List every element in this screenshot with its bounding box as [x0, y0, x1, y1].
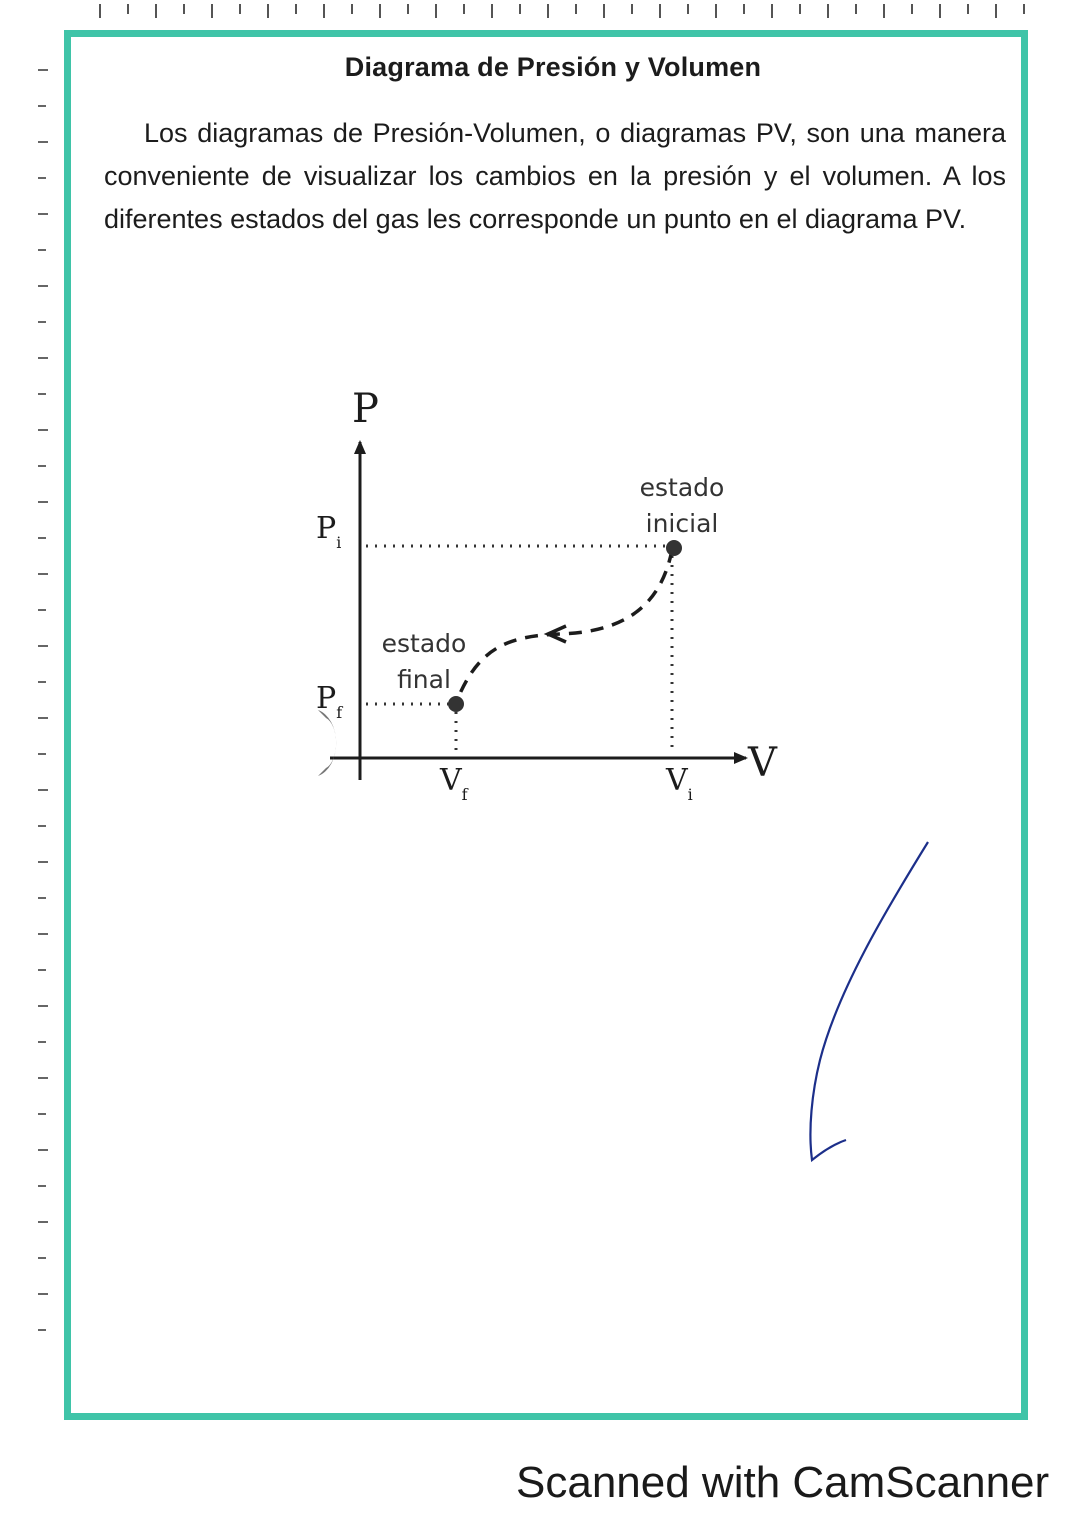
pen-stroke [790, 830, 950, 1170]
page-title: Diagrama de Presión y Volumen [344, 52, 762, 82]
y-axis-label: P [352, 386, 379, 432]
process-path [458, 550, 672, 698]
p-initial-label: $P_i$ [316, 511, 342, 552]
binder-hole-mark [318, 710, 336, 776]
scanner-watermark: Scanned with CamScanner [516, 1458, 1050, 1507]
intro-paragraph: Los diagramas de Presión-Volumen, o diagramas PV, son una manera conveniente de visualizar los cambios en la presión y el volumen. A los diferentes estados del gas les corresponde un punto en el diagrama PV. [104, 118, 1006, 234]
pv-diagram [300, 380, 820, 820]
v-initial-label: $V_i$ [666, 763, 693, 804]
p-final-label: $P_f$ [316, 681, 343, 722]
x-axis-label: V [748, 740, 777, 786]
v-final-label: $V_f$ [440, 763, 468, 804]
initial-state-point [666, 540, 682, 556]
final-state-label: estado final [381, 629, 467, 694]
initial-state-label: estado inicial [639, 473, 725, 538]
final-state-point [448, 696, 464, 712]
